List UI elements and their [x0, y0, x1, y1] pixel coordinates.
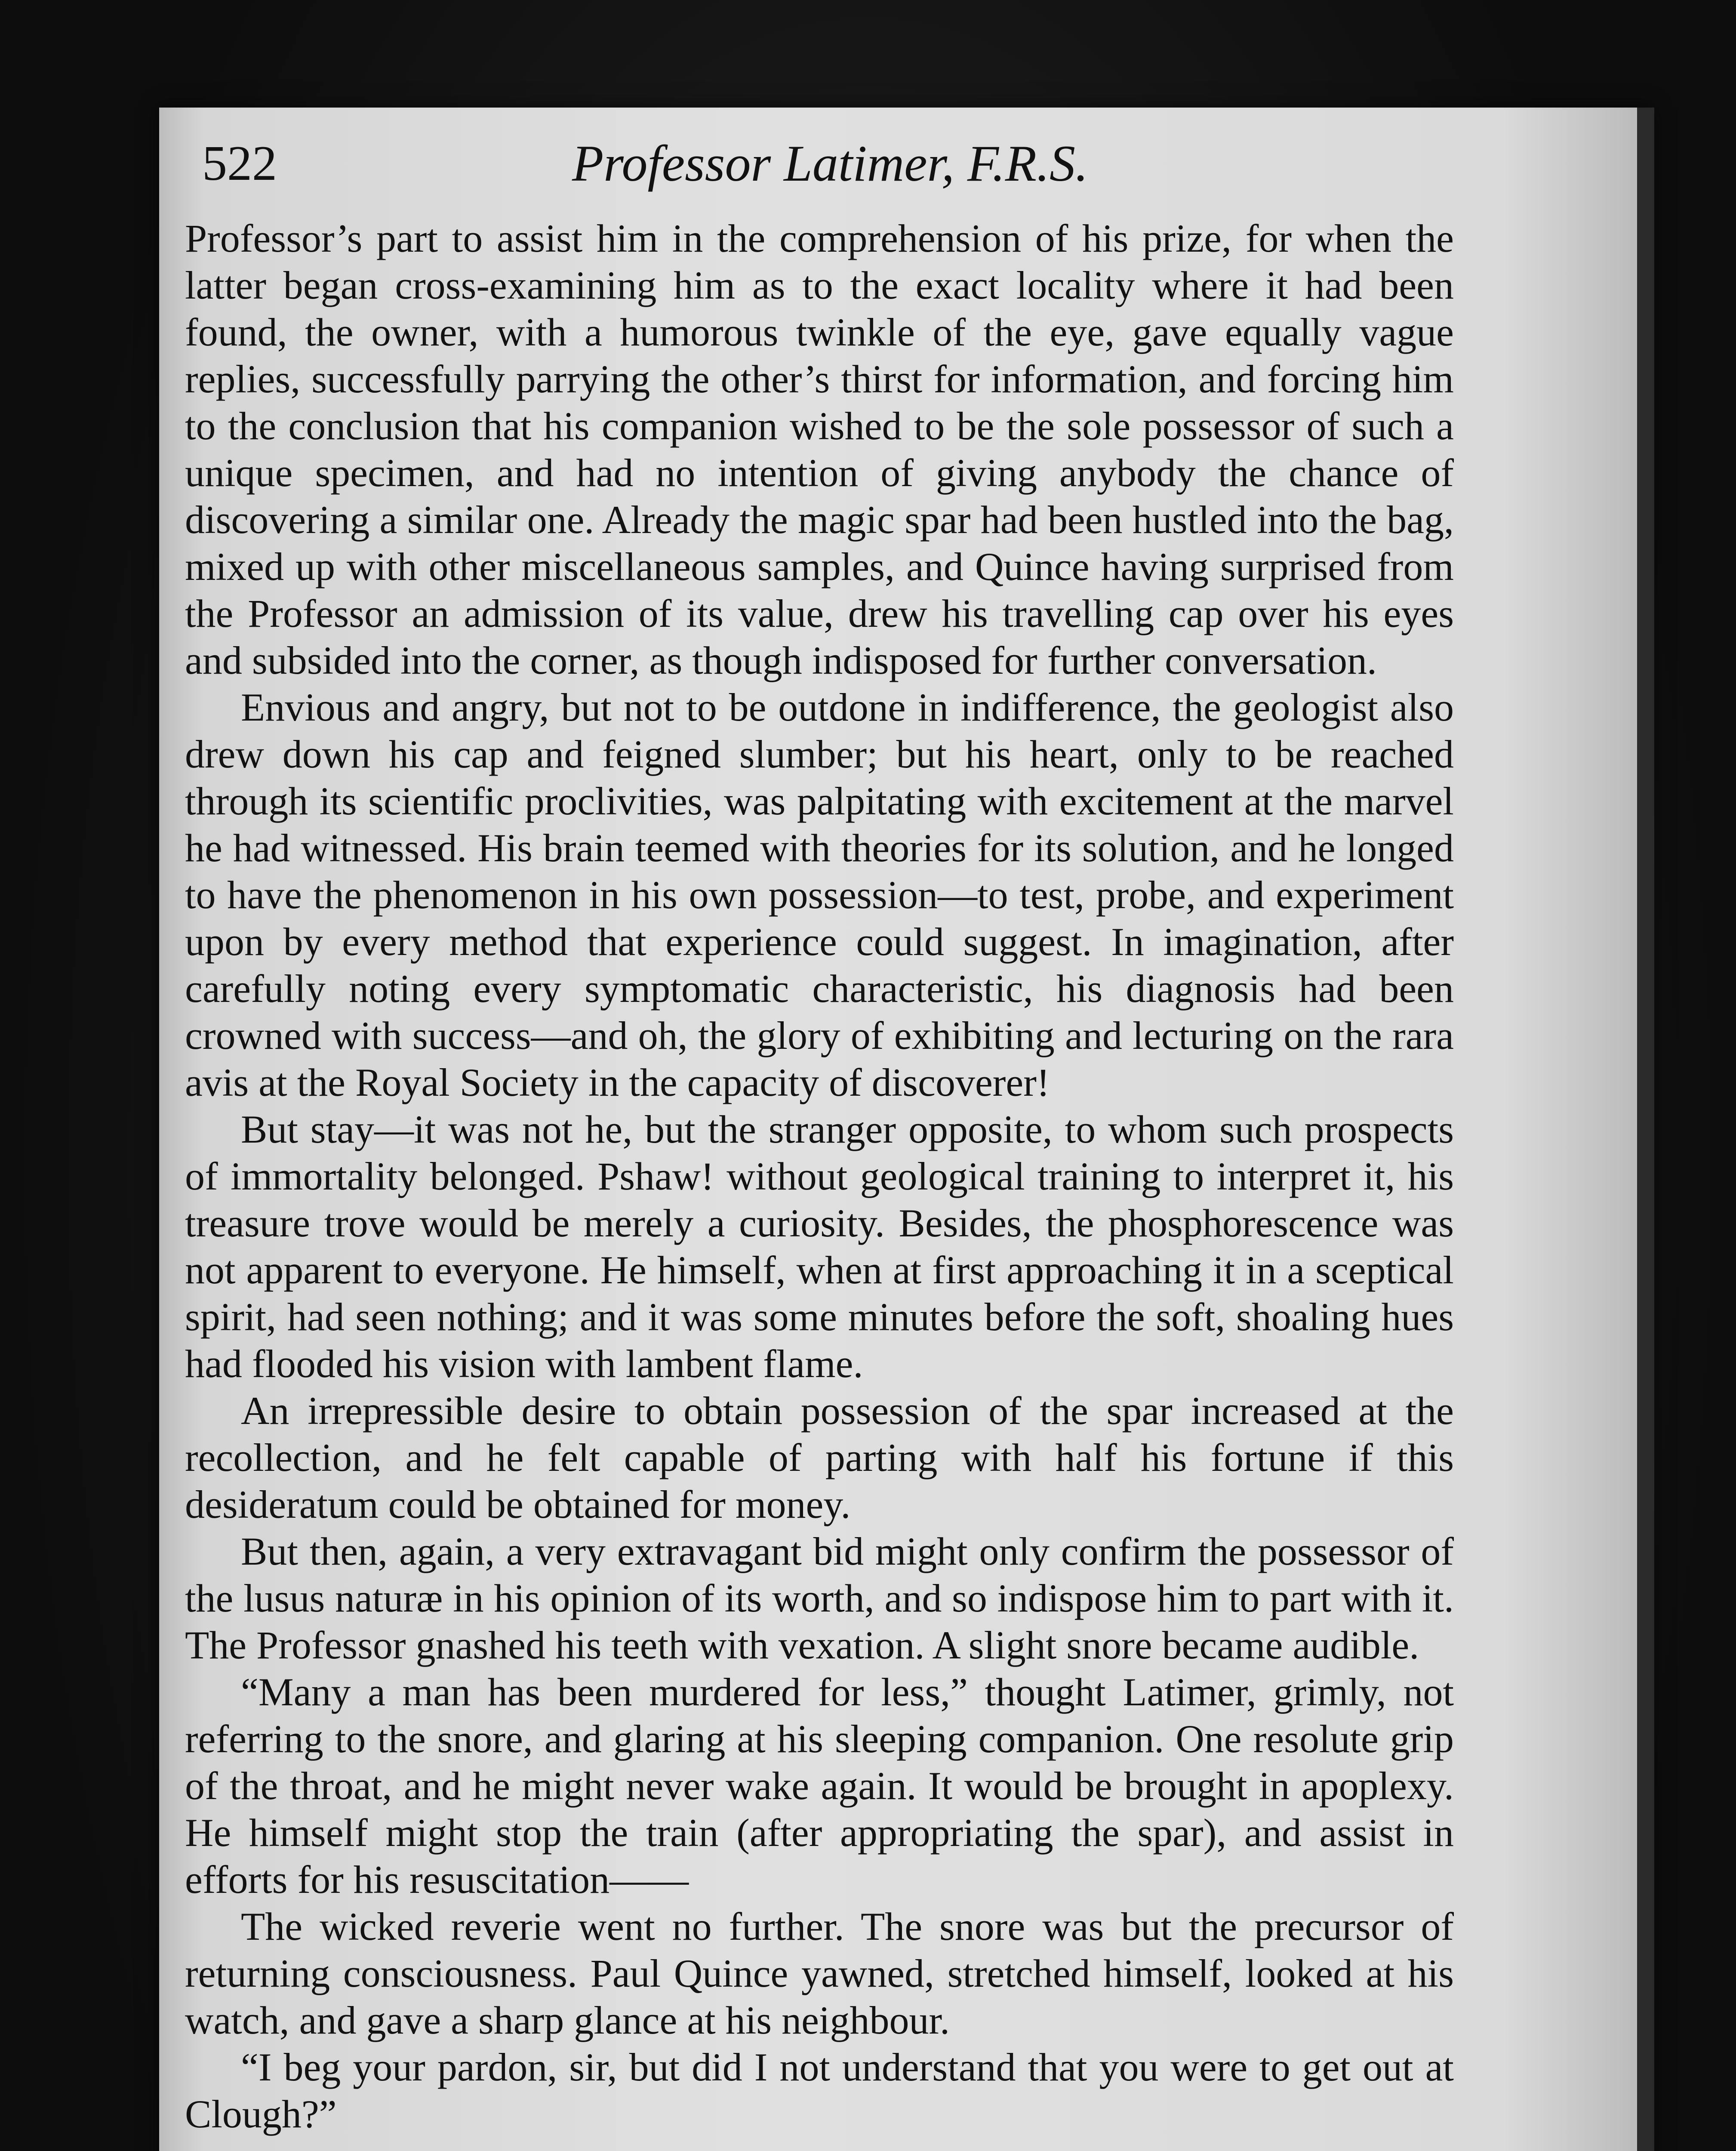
paragraph: Professor’s part to assist him in the comprehension of his prize, for when the latter began cross-examining him as to the exact locality where it had been found, the owner, with a humorous twinkle of the eye, gave equally vague replies, successfully parrying the other’s thirst for information, and forcing him to the conclusion that his companion wished to be the sole possessor of such a unique specimen, and had no intention of giving anybody the chance of discovering a similar one. Already the magic spar had been hustled into the bag, mixed up with other miscellaneous samples, and Quince having surprised from the Professor an admission of its value, drew his travelling cap over his eyes and subsided into the corner, as though indisposed for further conversation. — [185, 216, 1454, 682]
paragraph: But stay—it was not he, but the stranger opposite, to whom such prospects of immortality belonged. Pshaw! without geological training to interpret it, his treasure trove would be merely a curiosity. Besides, the phosphorescence was not apparent to everyone. He himself, when at first approaching it in a sceptical spirit, had seen nothing; and it was some minutes before the soft, shoaling hues had flooded his vision with lambent flame. — [185, 1107, 1454, 1386]
running-title: Professor Latimer, F.R.S. — [572, 135, 1089, 192]
running-head — [202, 129, 1458, 198]
paragraph: But then, again, a very extravagant bid might only confirm the possessor of the lusus naturæ in his opinion of its worth, and so indispose him to part with it. The Professor gnashed his teeth with vexation. A slight snore became audible. — [185, 1529, 1454, 1667]
page-number: 522 — [202, 136, 277, 191]
paragraph: The wicked reverie went no further. The snore was but the precursor of returning consciousness. Paul Quince yawned, stretched himself, looked at his watch, and gave a sharp glance at his neighbour. — [185, 1904, 1454, 2042]
page-edge-shadow — [1637, 108, 1654, 2151]
paragraph: “I beg your pardon, sir, but did I not understand that you were to get out at Clough?” — [185, 2045, 1454, 2136]
paragraph: An irrepressible desire to obtain possession of the spar increased at the recollection, and he felt capable of parting with half his fortune if this desideratum could be obtained for money. — [185, 1389, 1454, 1526]
body-text — [185, 215, 1454, 2138]
paragraph: Envious and angry, but not to be outdone in indifference, the geologist also drew down his cap and feigned slumber; but his heart, only to be reached through its scientific proclivities, was palpitating with excitement at the marvel he had witnessed. His brain teemed with theories for its solution, and he longed to have the phenomenon in his own possession—to test, probe, and experiment upon by every method that experience could suggest. In imagination, after carefully noting every symptomatic characteristic, his diagnosis had been crowned with success—and oh, the glory of exhibiting and lecturing on the rara avis at the Royal Society in the capacity of discoverer! — [185, 685, 1454, 1104]
paragraph: “Many a man has been murdered for less,” thought Latimer, grimly, not referring to the snore, and glaring at his sleeping companion. One resolute grip of the throat, and he might never wake again. It would be brought in apoplexy. He himself might stop the train (after appropriating the spar), and assist in efforts for his resuscitation—— — [185, 1670, 1454, 1901]
